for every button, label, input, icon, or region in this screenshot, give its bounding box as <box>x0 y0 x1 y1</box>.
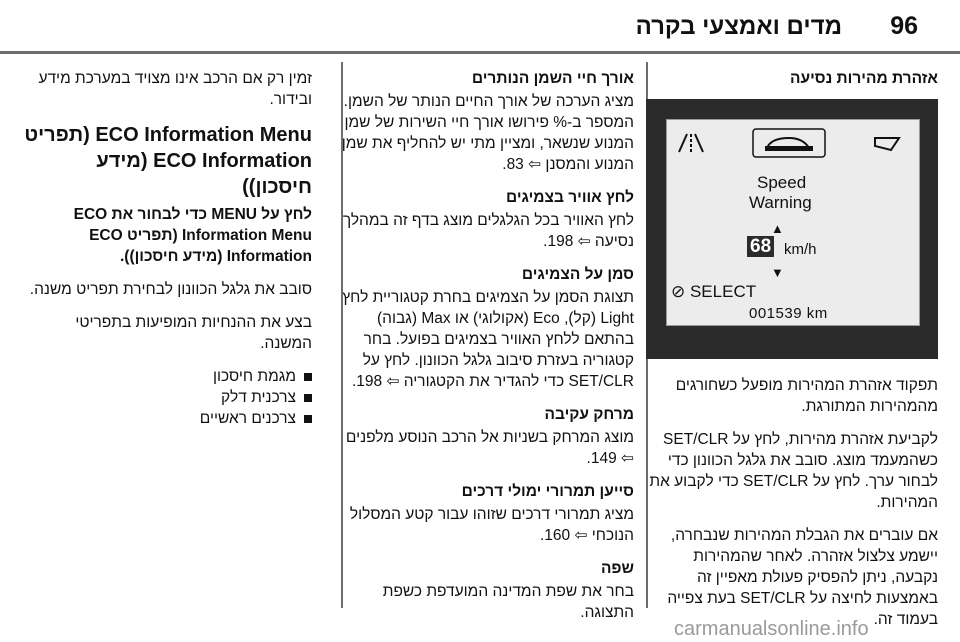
paragraph: לחץ על MENU כדי לבחור את ECO Information Menu (תפריט ECO Information (מידע חיסכון)). <box>73 206 312 265</box>
section-heading: סמן על הצמיגים <box>521 266 634 283</box>
list-item <box>22 366 312 387</box>
arrow-up-icon: ▲ <box>771 221 784 236</box>
dashboard-display-image <box>646 99 938 359</box>
list-item <box>22 387 312 408</box>
odometer: 001539 km <box>749 305 828 322</box>
bullet-icon <box>304 394 312 402</box>
paragraph: בצע את ההנחיות המופיעות בתפריטי המשנה. <box>75 314 312 352</box>
list-item <box>22 408 312 429</box>
paragraph: לקביעת אזהרת מהירות, לחץ על SET/CLR כשהמעמד מוצג. סובב את גלגל הכוונון כדי לבחור ערך. לחץ על SET/CLR כדי לקבוע את המהירות. <box>649 431 938 511</box>
display-warning-label: Warning <box>749 193 812 212</box>
paragraph: תפקוד אזהרת המהירות מופעל כשחורגים מהמהירות המתורגת. <box>675 377 938 415</box>
section-title: מדים ואמצעי בקרה <box>635 13 842 40</box>
eco-menu-title: ECO Information Menu (תפריט ECO Information (מידע חיסכון)) <box>24 124 312 198</box>
select-text: SELECT <box>689 282 757 301</box>
paragraph: זמין רק אם הרכב אינו מצויד במערכת מידע ובידור. <box>38 70 312 108</box>
speed-value: 68 <box>747 236 774 257</box>
paragraph: תצוגת הסמן על הצמיגים בחרת קטגוריית לחץ Light (קל), Eco (אקולוגי) או Max (גבוה) בהתאם ללחץ האוויר בצמיגים בפועל. בחר קטגוריה בעזרת סיבוב גלגל הכוונון. לחץ על SET/CLR כדי להגדיר את הקטגוריה ⇦ 198. <box>342 289 634 390</box>
section-heading: אורך חיי השמן הנותרים <box>471 70 634 87</box>
paragraph: מציג הערכה של אורך החיים הנותר של השמן. המספר ב-% פירושו אורך חיי השירות של שמן המנוע שנשאר, ומציין מתי יש להחליף את שמן המנוע והמסנן ⇦ 83. <box>341 93 634 173</box>
column-middle <box>338 68 634 635</box>
list-item-text: צרכנים ראשיים <box>199 410 296 427</box>
list-item-text: צרכנית דלק <box>221 389 296 406</box>
watermark: carmanualsonline.info <box>674 618 869 640</box>
arrow-down-icon: ▼ <box>771 265 784 280</box>
paragraph: בחר את שפת המדינה המועדפת כשפת התצוגה. <box>382 583 634 621</box>
section-heading: שפה <box>600 560 634 577</box>
display-screen <box>666 119 920 326</box>
column-right <box>646 68 938 642</box>
header-rule <box>0 51 960 54</box>
page-number: 96 <box>890 12 918 40</box>
list-item-text: מגמת חיסכון <box>213 368 296 385</box>
paragraph: מציג תמרורי דרכים שזוהו עבור קטע המסלול הנוכחי ⇦ 160. <box>349 506 634 544</box>
column-left <box>22 68 312 429</box>
paragraph: סובב את גלגל הכוונון לבחירת תפריט משנה. <box>29 281 312 298</box>
display-speed-label: Speed <box>757 173 807 192</box>
paragraph: אם עוברים את הגבלת המהירות שנבחרה, יישמע צלצול אזהרה. לאחר שהמהירות נקבעה, ניתן להפסיק פעולת מאפיין זה באמצעות לחיצה על SET/CLR בעת צפייה בעמוד זה. <box>667 527 938 628</box>
paragraph: מוצג המרחק בשניות אל הרכב הנוסע מלפנים ⇦ 149. <box>345 429 634 467</box>
display-icons <box>675 128 909 158</box>
select-label: ⊘ SELECT <box>671 282 757 301</box>
speed-unit: km/h <box>784 241 817 258</box>
speed-warning-heading: אזהרת מהירות נסיעה <box>790 70 938 87</box>
bullet-icon <box>304 415 312 423</box>
section-heading: לחץ אוויר בצמיגים <box>505 189 634 206</box>
fuel-icon <box>875 138 899 150</box>
bullet-icon <box>304 373 312 381</box>
page-header <box>0 0 960 50</box>
section-heading: מרחק עקיבה <box>544 406 634 423</box>
edit-icon <box>679 134 703 152</box>
paragraph: לחץ האוויר בכל הגלגלים מוצג בדף זה במהלך נסיעה ⇦ 198. <box>342 212 634 250</box>
section-heading: סייען תמרורי ימולי דרכים <box>461 483 634 500</box>
